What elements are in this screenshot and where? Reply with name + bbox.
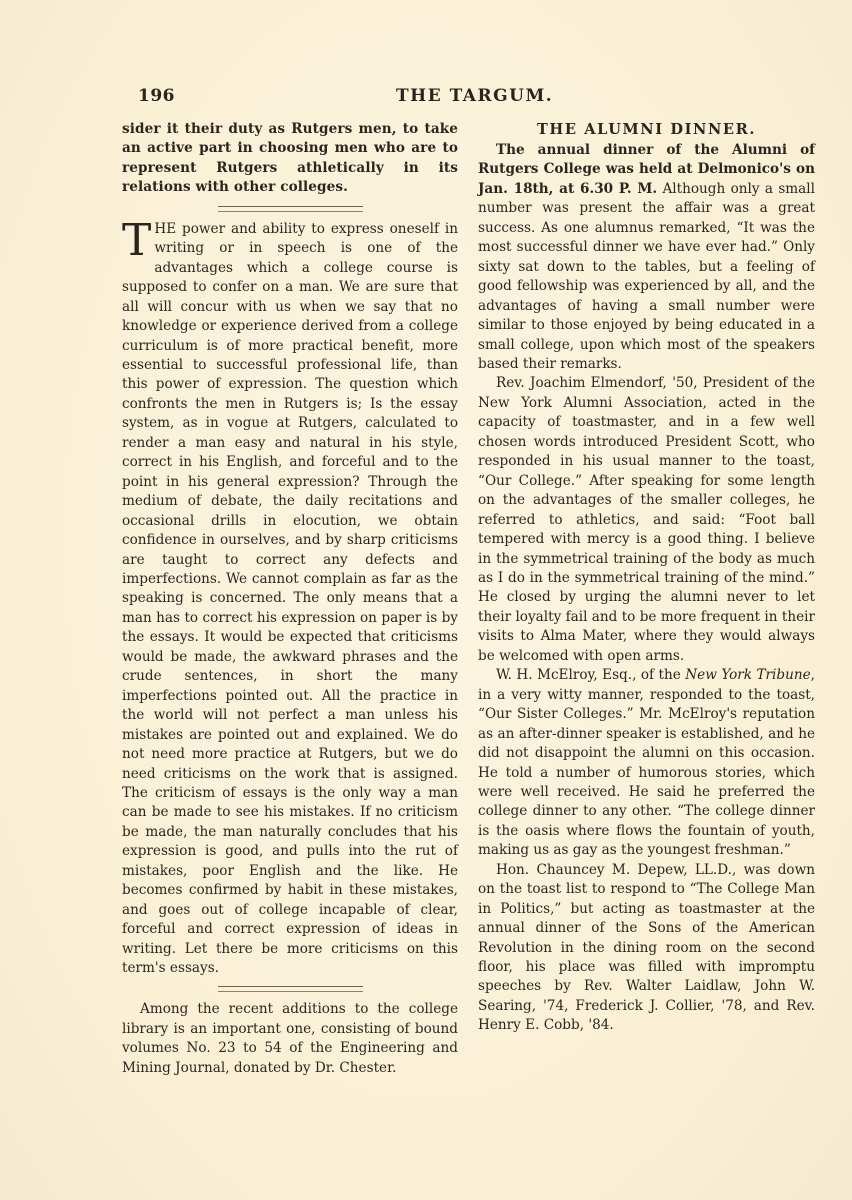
paragraph-text: Although only a small number was present the affair was a great success. As one alumnus remarked, “It was the most successful dinner we have ever had.” Only sixty sat down to the tables, but a feeling of good fellowship was experienced by all, and the advantages of having a small number were similar to those enjoyed by being educated in a small college, upon which most of the speakers based their remarks.	[478, 180, 815, 372]
paragraph-text: W. H. McElroy, Esq., of the	[496, 667, 686, 684]
article-paragraph: Rev. Joachim Elmendorf, '50, President of the New York Alumni Association, acted in the capacity of toastmaster, and in a few well chosen words introduced President Scott, who responded in his usual manner to the toast, “Our College.” After speaking for some length on the advantages of the smaller colleges, he referred to athletics, and said: “Foot ball tempered with mercy is a good thing. I believe in the symmetrical training of the body as much as I do in the symmetrical training of the mind.” He closed by urging the alumni never to let their loyalty fail and to be more frequent in their visits to Alma Mater, where they would always be welcomed with open arms.	[478, 375, 815, 664]
left-column	[122, 120, 458, 1078]
editorial-paragraph	[122, 214, 458, 979]
right-column	[478, 120, 815, 1036]
newspaper-name: New York Tribune	[685, 667, 811, 684]
article-paragraph	[478, 141, 815, 374]
library-note: Among the recent additions to the college library is an important one, consisting of bound volumes No. 23 to 54 of the Engineering and Mining Journal, donated by Dr. Chester.	[122, 1001, 458, 1076]
continued-paragraph: sider it their duty as Rutgers men, to take an active part in choosing men who are to represent Rutgers athletically in its relations with other colleges.	[122, 121, 458, 196]
editorial-text: HE power and ability to express oneself in writing or in speech is one of the advantages which a college course is supposed to confer on a man. We are sure that all will concur with us when we say that no knowledge or experience derived from a college curriculum is of more practical benefit, more essential to successful professional life, than this power of expression. The question which confronts the men in Rutgers is; Is the essay system, as in vogue at Rutgers, calculated to render a man easy and natural in his style, correct in his English, and forceful and to the point in his general expression? Through the medium of debate, the daily recitations and occasional drills in elocution, we obtain confidence in ourselves, and by sharp criticisms are taught to correct any defects and imperfections. We cannot complain as far as the speaking is concerned. The only means that a man has to correct his expression on paper is by the essays. It would be expected that criticisms would be made, the awkward phrases and the crude sentences, in short the many imperfections pointed out. All the practice in the world will not perfect a man unless his mistakes are pointed out and explained. We do not need more practice at Rutgers, but we do need criticisms on the work that is assigned. The criticism of essays is the only way a man can be made to see his mistakes. If no criticism be made, the man naturally concludes that his expression is good, and pulls into the rut of mistakes, poor English and the like. He becomes confirmed by habit in these mistakes, and goes out of college incapable of clear, forceful and correct expression of ideas in writing. Let there be more criticisms on this term's essays.	[122, 220, 458, 977]
lead-sentence: The annual dinner of the Alumni of Rutgers College was held at Delmonico's on Jan. 18th, at 6.30 P. M.	[478, 142, 815, 197]
journal-title: THE TARGUM.	[396, 86, 554, 106]
section-divider	[218, 206, 363, 212]
section-title-alumni-dinner: THE ALUMNI DINNER.	[536, 121, 757, 138]
paragraph-text: , in a very witty manner, responded to the toast, “Our Sister Colleges.” Mr. McElroy's reputation as an after-dinner speaker is established, and he did not disappoint the alumni on this occasion. He told a number of humorous stories, which were well received. He said he preferred the college dinner to any other. “The college dinner is the oasis where flows the fountain of youth, making us as gay as the youngest freshman.”	[478, 667, 815, 859]
article-paragraph	[478, 666, 815, 861]
page-number: 196	[138, 86, 175, 106]
drop-cap: T	[122, 214, 152, 266]
section-divider	[218, 986, 363, 992]
running-header	[138, 86, 718, 110]
article-paragraph: Hon. Chauncey M. Depew, LL.D., was down on the toast list to respond to “The College Man in Politics,” but acting as toastmaster at the annual dinner of the Sons of the American Revolution in the dining room on the second floor, his place was filled with impromptu speeches by Rev. Walter Laidlaw, John W. Searing, '74, Frederick J. Collier, '78, and Rev. Henry E. Cobb, '84.	[478, 861, 815, 1034]
